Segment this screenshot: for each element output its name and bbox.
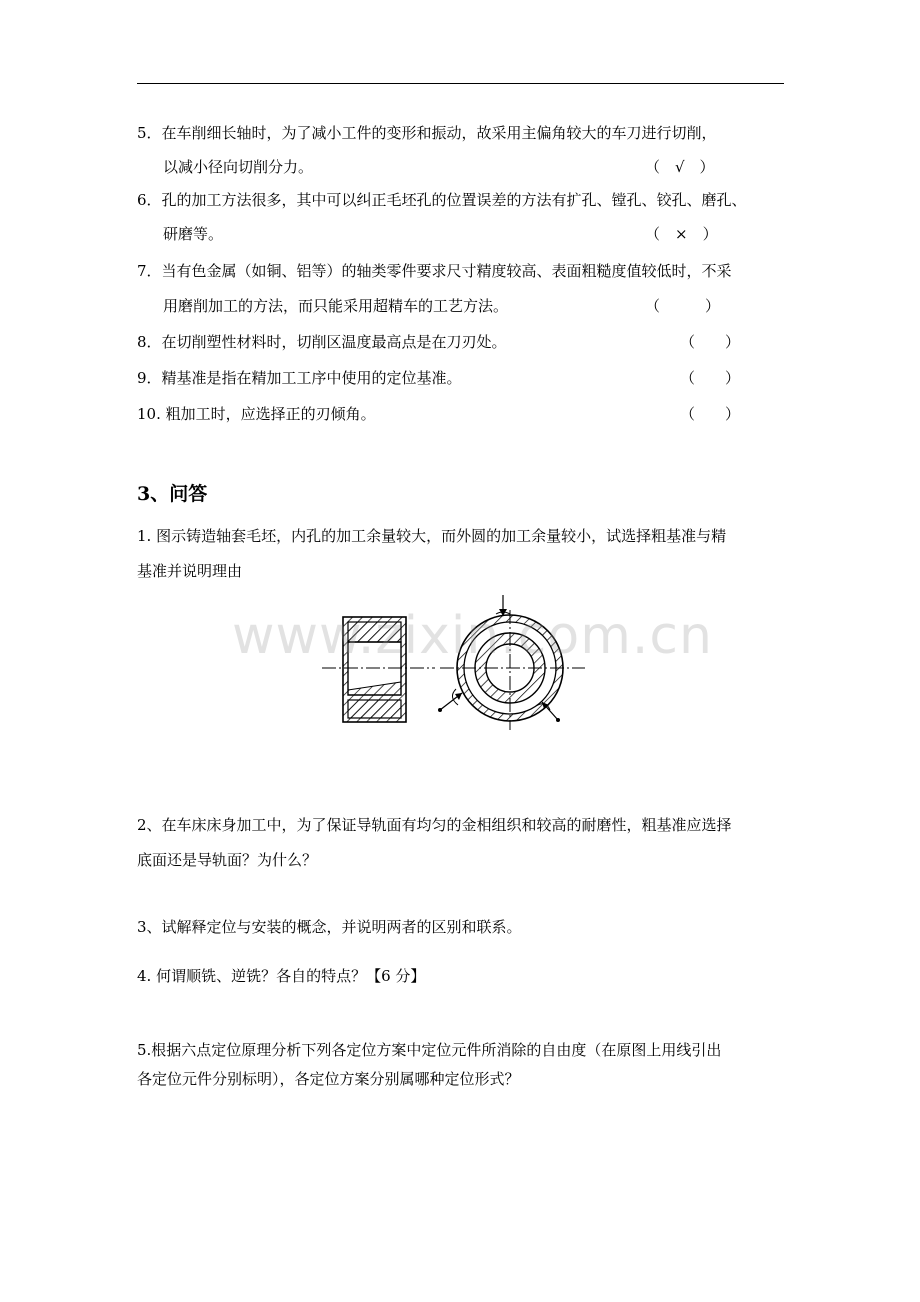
item-10-answer: （ ） <box>680 405 741 423</box>
item-8-answer: （ ） <box>680 333 741 351</box>
item-5-text-cont: 以减小径向切削分力。 <box>163 158 314 176</box>
section-heading: 3、问答 <box>137 483 208 505</box>
question-1-text-cont: 基准并说明理由 <box>137 562 243 580</box>
question-3-text: 3、试解释定位与安装的概念，并说明两者的区别和联系。 <box>137 918 522 936</box>
item-5-text: 5．在车削细长轴时，为了减小工件的变形和振动，故采用主偏角较大的车刀进行切削， <box>137 124 717 142</box>
item-6-text-cont: 研磨等。 <box>163 225 224 243</box>
header-rule <box>137 83 784 84</box>
item-10-text: 10. 粗加工时，应选择正的刃倾角。 <box>137 405 376 423</box>
question-2-text: 2、在车床床身加工中，为了保证导轨面有均匀的金相组织和较高的耐磨性，粗基准应选择 <box>137 816 732 834</box>
item-5-answer: （ √ ） <box>645 158 715 176</box>
item-9-answer: （ ） <box>680 369 741 387</box>
question-1-text: 1. 图示铸造轴套毛坯，内孔的加工余量较大，而外圆的加工余量较小，试选择粗基准与精 <box>137 527 727 545</box>
item-8-text: 8．在切削塑性材料时，切削区温度最高点是在刀刃处。 <box>137 333 507 351</box>
item-6-answer: （ × ） <box>645 225 718 243</box>
item-7-text-cont: 用磨削加工的方法，而只能采用超精车的工艺方法。 <box>163 297 509 315</box>
question-2-text-cont: 底面还是导轨面？为什么？ <box>137 851 318 869</box>
question-5-text-cont: 各定位元件分别标明），各定位方案分别属哪种定位形式？ <box>137 1070 520 1088</box>
item-9-text: 9．精基准是指在精加工工序中使用的定位基准。 <box>137 369 462 387</box>
item-7-answer: （ ） <box>645 297 721 315</box>
question-4-text: 4. 何谓顺铣、逆铣？各自的特点？【6 分】 <box>137 967 426 985</box>
item-7-text: 7．当有色金属（如铜、铝等）的轴类零件要求尺寸精度较高、表面粗糙度值较低时，不采 <box>137 262 732 280</box>
watermark: www.zixin.com.cn <box>232 606 713 666</box>
item-6-text: 6．孔的加工方法很多，其中可以纠正毛坯孔的位置误差的方法有扩孔、镗孔、铰孔、磨孔、 <box>137 191 747 209</box>
question-5-text: 5.根据六点定位原理分析下列各定位方案中定位元件所消除的自由度（在原图上用线引出 <box>137 1041 722 1059</box>
